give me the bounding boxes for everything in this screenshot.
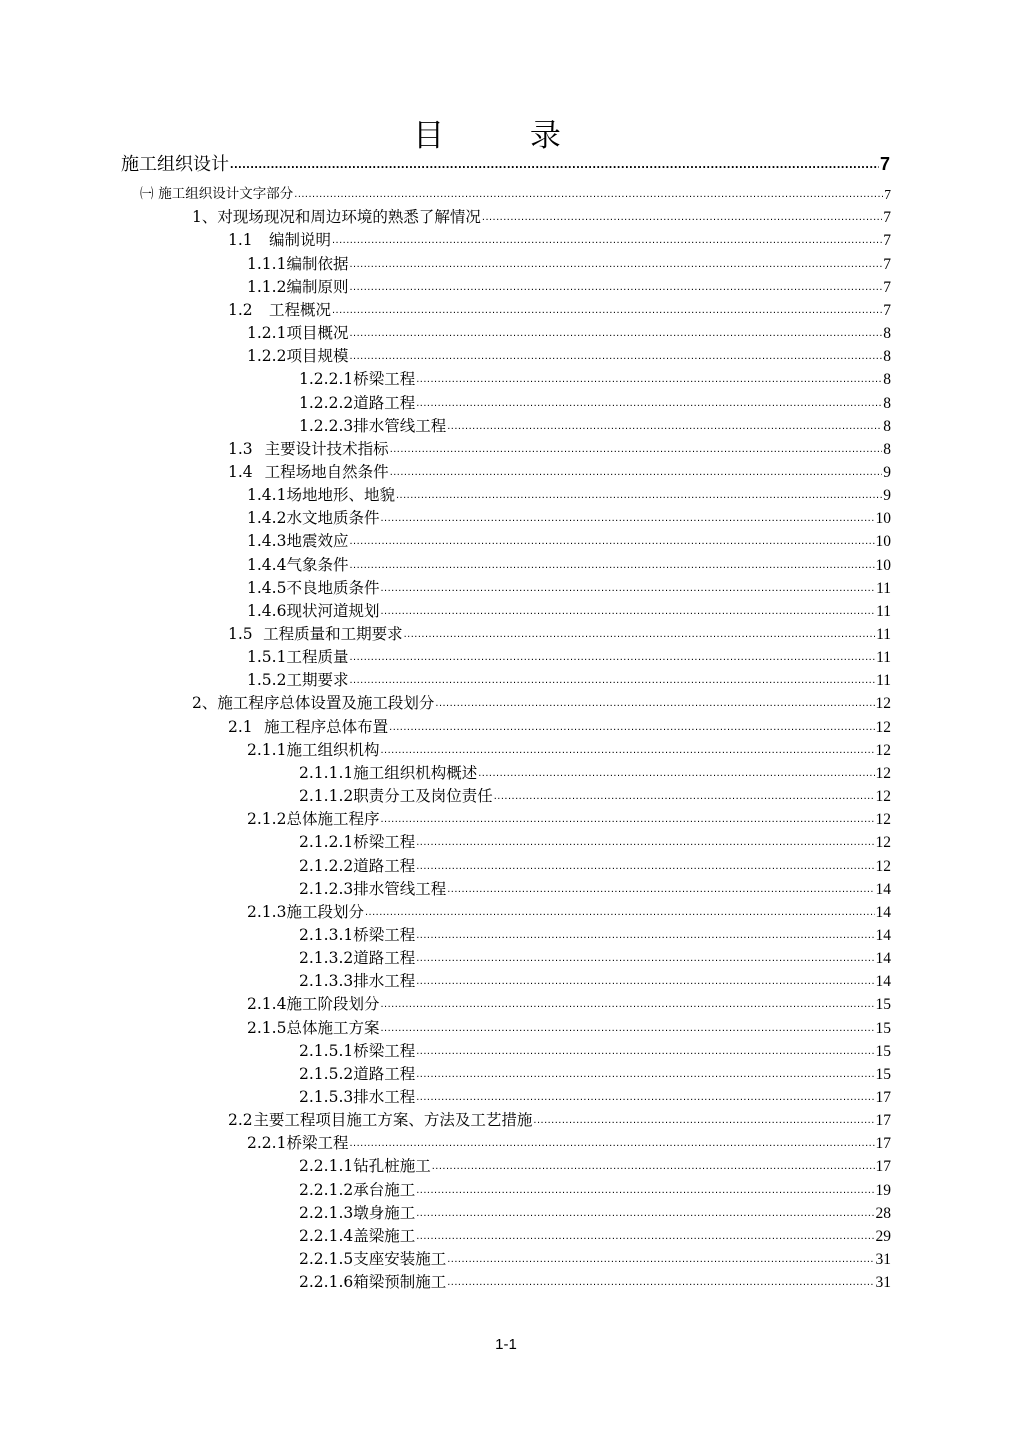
- toc-entry[interactable]: [192, 692, 891, 715]
- toc-entry-number: 1.2.2.3: [299, 416, 354, 435]
- toc-entry-page-number: 10: [875, 556, 891, 574]
- dot-leader: [380, 808, 874, 831]
- toc-entry-title: 气象条件: [286, 555, 349, 574]
- toc-entry-title: 桥梁工程: [286, 1134, 349, 1153]
- toc-entry-number: 2.1.3.1: [299, 925, 354, 944]
- toc-entry-number: 2.2.1.2: [299, 1180, 354, 1199]
- toc-entry-page-number: 14: [875, 926, 891, 944]
- toc-entry[interactable]: [247, 530, 891, 553]
- dot-leader: [390, 461, 883, 484]
- toc-entry-title: 施工段划分: [286, 902, 364, 921]
- dot-leader: [349, 669, 875, 692]
- toc-entry-page-number: 11: [876, 602, 891, 620]
- toc-entry-number: ㈠: [140, 186, 154, 203]
- toc-entry-page-number: 7: [883, 255, 891, 273]
- dot-leader: [230, 153, 879, 176]
- toc-entry-title: 桥梁工程: [353, 370, 416, 389]
- toc-entry-number: 1.2.2.2: [299, 393, 354, 412]
- toc-entry-page-number: 15: [875, 1065, 891, 1083]
- toc-entry-title: 盖梁施工: [353, 1226, 416, 1245]
- toc-entry-page-number: 8: [883, 371, 891, 389]
- dot-leader: [416, 970, 874, 993]
- dot-leader: [416, 392, 882, 415]
- toc-entry-title: 施工程序总体布置: [264, 717, 389, 736]
- toc-entry-title: 道路工程: [353, 856, 416, 875]
- toc-entry-title: 场地地形、地貌: [286, 486, 395, 505]
- toc-entry-number: 1.4.1: [247, 486, 287, 505]
- toc-entry[interactable]: [247, 253, 891, 276]
- toc-entry-page-number: 11: [876, 626, 891, 643]
- toc-entry-title: 职责分工及岗位责任: [353, 787, 493, 806]
- toc-entry-number: 1.2.2: [247, 347, 287, 366]
- toc-entry-page-number: 17: [875, 1158, 891, 1176]
- dot-leader: [533, 1109, 874, 1132]
- toc-entry[interactable]: [299, 878, 891, 901]
- toc-entry-page-number: 11: [876, 579, 891, 597]
- toc-entry-title: 钻孔桩施工: [353, 1157, 431, 1176]
- toc-entry-number: 1.5: [228, 625, 253, 643]
- toc-entry-title: 施工程序总体设置及施工段划分: [217, 694, 435, 713]
- toc-entry-number: 1.4.6: [247, 601, 287, 620]
- toc-entry-number: 2.2.1.1: [299, 1157, 354, 1176]
- dot-leader: [380, 739, 874, 762]
- toc-entry-title: 排水管线工程: [353, 879, 447, 898]
- toc-entry-number: 2.2.1: [247, 1134, 287, 1153]
- toc-entry[interactable]: [247, 507, 891, 530]
- toc-entry-number: 1.1.2: [247, 277, 287, 296]
- toc-entry-title: 道路工程: [353, 393, 416, 412]
- toc-entry[interactable]: [247, 808, 891, 831]
- toc-entry[interactable]: [299, 947, 891, 970]
- toc-entry-title: 墩身施工: [353, 1203, 416, 1222]
- toc-entry[interactable]: [247, 345, 891, 368]
- toc-entry[interactable]: [228, 623, 891, 646]
- toc-entry-title: 工程场地自然条件: [264, 462, 389, 481]
- toc-entry[interactable]: [299, 970, 891, 993]
- toc-entry-page-number: 19: [875, 1181, 891, 1199]
- toc-entry-number: 1.4.5: [247, 578, 287, 597]
- toc-entry-page-number: 12: [875, 718, 891, 736]
- toc-entry-title: 排水工程: [353, 972, 416, 991]
- toc-entry[interactable]: [228, 438, 891, 461]
- dot-leader: [349, 322, 882, 345]
- dot-leader: [349, 554, 874, 577]
- dot-leader: [380, 507, 874, 530]
- dot-leader: [349, 646, 875, 669]
- toc-entry-title: 承台施工: [353, 1180, 416, 1199]
- toc-entry-title: 箱梁预制施工: [353, 1273, 447, 1292]
- toc-entry-number: 1.4.2: [247, 509, 287, 528]
- toc-entry[interactable]: [299, 1225, 891, 1248]
- toc-entry-page-number: 12: [875, 695, 891, 713]
- toc-entry-number: 2.2.1.4: [299, 1226, 354, 1245]
- toc-entry-title: 支座安装施工: [353, 1250, 447, 1269]
- dot-leader: [332, 229, 882, 252]
- toc-entry-page-number: 7: [884, 187, 891, 203]
- toc-entry-number: 1.5.1: [247, 648, 287, 667]
- toc-entry-page-number: 9: [883, 487, 891, 505]
- dot-leader: [389, 716, 874, 739]
- toc-entry-number: 1.3: [228, 439, 253, 458]
- toc-entry-page-number: 29: [875, 1227, 891, 1245]
- toc-entry-page-number: 28: [875, 1204, 891, 1222]
- dot-leader: [447, 415, 882, 438]
- toc-entry-page-number: 7: [883, 209, 891, 227]
- dot-leader: [349, 345, 882, 368]
- dot-leader: [365, 901, 875, 924]
- toc-entry[interactable]: [140, 183, 891, 206]
- toc-entry-title: 不良地质条件: [286, 578, 380, 597]
- dot-leader: [332, 299, 882, 322]
- dot-leader: [416, 947, 874, 970]
- toc-entry[interactable]: [247, 669, 891, 692]
- toc-entry-title: 道路工程: [353, 1064, 416, 1083]
- dot-leader: [432, 1155, 875, 1178]
- dot-leader: [404, 623, 875, 646]
- dot-leader: [294, 183, 883, 206]
- toc-entry[interactable]: [299, 1248, 891, 1271]
- toc-entry[interactable]: [299, 1063, 891, 1086]
- toc-entry-title: 工程概况: [268, 300, 331, 319]
- dot-leader: [349, 1132, 874, 1155]
- toc-entry[interactable]: [299, 924, 891, 947]
- toc-entry-page-number: 7: [879, 154, 890, 174]
- dot-leader: [416, 1063, 874, 1086]
- toc-entry[interactable]: [299, 831, 891, 854]
- toc-entry-title: 项目规模: [286, 347, 349, 366]
- toc-entry-title: 总体施工程序: [286, 810, 380, 829]
- toc-entry[interactable]: [247, 577, 891, 600]
- toc-entry[interactable]: [192, 206, 891, 229]
- toc-entry[interactable]: [299, 392, 891, 415]
- toc-entry-number: 2.1.1: [247, 740, 287, 759]
- toc-entry-page-number: 14: [875, 973, 891, 991]
- toc-entry-title: 排水工程: [353, 1088, 416, 1106]
- toc-entry-number: 2.1.3: [247, 902, 287, 921]
- toc-entry[interactable]: [228, 1109, 891, 1132]
- toc-entry-page-number: 12: [875, 834, 891, 852]
- toc-entry[interactable]: [299, 855, 891, 878]
- toc-entry-page-number: 17: [875, 1089, 891, 1106]
- toc-entry-title: 工程质量和工期要求: [263, 625, 403, 643]
- dot-leader: [380, 993, 874, 1016]
- toc-entry[interactable]: [299, 1179, 891, 1202]
- page-title: 目 录: [413, 118, 599, 154]
- toc-entry-number: 2.2.1.3: [299, 1203, 354, 1222]
- toc-entry-title: 总体施工方案: [286, 1018, 380, 1037]
- toc-entry-page-number: 15: [875, 1019, 891, 1037]
- toc-entry-page-number: 7: [883, 301, 891, 319]
- toc-entry[interactable]: [247, 484, 891, 507]
- toc-entry-page-number: 12: [875, 764, 891, 782]
- toc-entry[interactable]: [247, 554, 891, 577]
- toc-entry-number: 1.1: [228, 231, 253, 250]
- dot-leader: [416, 1202, 874, 1225]
- toc-entry-title: 主要设计技术指标: [264, 439, 389, 458]
- toc-entry-number: 2.1.1.2: [299, 787, 354, 806]
- toc-entry-title: 工期要求: [286, 671, 349, 690]
- toc-entry-number: 1.1.1: [247, 254, 287, 273]
- toc-entry-number: 1.2: [228, 300, 253, 319]
- toc-entry-page-number: 14: [875, 880, 891, 898]
- toc-entry-title: 施工组织机构概述: [353, 763, 478, 782]
- toc-entry-title: 桥梁工程: [353, 1041, 416, 1060]
- toc-entry[interactable]: [247, 1132, 891, 1155]
- toc-entry[interactable]: [121, 153, 890, 176]
- toc-entry-page-number: 9: [883, 463, 891, 481]
- dot-leader: [380, 1017, 874, 1040]
- toc-entry-number: 2.1.1.1: [299, 763, 354, 782]
- toc-entry-page-number: 7: [883, 278, 891, 296]
- dot-leader: [416, 1040, 874, 1063]
- toc-entry-number: 2.2.1.6: [299, 1273, 354, 1292]
- toc-entry[interactable]: [247, 901, 891, 924]
- dot-leader: [416, 1179, 874, 1202]
- dot-leader: [390, 438, 883, 461]
- dot-leader: [435, 692, 874, 715]
- toc-entry[interactable]: [299, 785, 891, 808]
- toc-entry-number: 2.2: [228, 1111, 253, 1130]
- toc-entry-number: 2、: [192, 694, 218, 713]
- toc-entry-number: 2.1.3.3: [299, 972, 354, 991]
- toc-entry-page-number: 10: [875, 533, 891, 551]
- toc-entry-number: 2.1.5.3: [299, 1088, 354, 1106]
- toc-entry[interactable]: [228, 299, 891, 322]
- toc-entry-title: 现状河道规划: [286, 601, 380, 620]
- dot-leader: [416, 831, 874, 854]
- toc-entry-title: 主要工程项目施工方案、方法及工艺措施: [253, 1111, 533, 1130]
- dot-leader: [416, 368, 882, 391]
- toc-entry[interactable]: [228, 229, 891, 252]
- toc-entry-number: 1、: [192, 208, 218, 227]
- toc-entry-page-number: 8: [883, 394, 891, 412]
- toc-entry[interactable]: [247, 1017, 891, 1040]
- toc-entry[interactable]: [299, 368, 891, 391]
- dot-leader: [478, 762, 874, 785]
- dot-leader: [494, 785, 875, 808]
- dot-leader: [349, 253, 882, 276]
- toc-entry-page-number: 12: [875, 811, 891, 829]
- toc-entry-page-number: 15: [875, 996, 891, 1014]
- toc-entry-number: 2.1.4: [247, 995, 287, 1014]
- toc-entry[interactable]: [299, 1040, 891, 1063]
- toc-entry-page-number: 14: [875, 903, 891, 921]
- toc-entry-page-number: 12: [875, 788, 891, 806]
- toc-entry-number: 2.1.5: [247, 1018, 287, 1037]
- toc-entry[interactable]: [299, 1202, 891, 1225]
- toc-entry-title: 施工组织设计: [121, 154, 229, 175]
- toc-entry[interactable]: [228, 716, 891, 739]
- toc-entry-page-number: 17: [875, 1135, 891, 1153]
- toc-entry-title: 工程质量: [286, 648, 349, 667]
- toc-entry-page-number: 12: [875, 741, 891, 759]
- toc-entry-title: 编制说明: [268, 231, 331, 250]
- toc-entry[interactable]: [299, 415, 891, 438]
- dot-leader: [447, 1271, 874, 1294]
- toc-entry-number: 1.4.3: [247, 532, 287, 551]
- toc-entry-title: 道路工程: [353, 949, 416, 968]
- toc-entry-title: 施工阶段划分: [286, 995, 380, 1014]
- toc-entry-title: 编制依据: [286, 254, 349, 273]
- toc-entry-page-number: 8: [883, 440, 891, 458]
- toc-entry-number: 1.4.4: [247, 555, 287, 574]
- toc-entry-number: 2.1.2.2: [299, 856, 354, 875]
- toc-entry-title: 对现场现况和周边环境的熟悉了解情况: [217, 208, 481, 227]
- toc-entry-number: 1.2.1: [247, 324, 287, 343]
- toc-entry-page-number: 11: [876, 649, 891, 667]
- toc-entry[interactable]: [247, 739, 891, 762]
- toc-entry-title: 地震效应: [286, 532, 349, 551]
- toc-entry-page-number: 31: [875, 1274, 891, 1292]
- page-number-footer: 1-1: [495, 1336, 517, 1353]
- toc-entry[interactable]: [247, 276, 891, 299]
- toc-entry-number: 2.1.2: [247, 810, 287, 829]
- toc-entry[interactable]: [247, 993, 891, 1016]
- toc-entry-page-number: 7: [883, 232, 891, 250]
- toc-entry[interactable]: [247, 600, 891, 623]
- dot-leader: [396, 484, 882, 507]
- toc-entry-title: 项目概况: [286, 324, 349, 343]
- toc-entry[interactable]: [228, 461, 891, 484]
- toc-entry-number: 1.4: [228, 462, 253, 481]
- toc-entry-number: 2.1.2.3: [299, 879, 354, 898]
- toc-entry-number: 2.1.5.2: [299, 1064, 354, 1083]
- toc-entry-number: 2.1: [228, 717, 253, 736]
- dot-leader: [416, 1225, 874, 1248]
- toc-entry-number: 2.2.1.5: [299, 1250, 354, 1269]
- toc-entry-number: 2.1.5.1: [299, 1041, 354, 1060]
- toc-entry-page-number: 17: [875, 1112, 891, 1130]
- toc-entry[interactable]: [299, 1155, 891, 1178]
- dot-leader: [416, 924, 874, 947]
- toc-entry[interactable]: [299, 1086, 891, 1109]
- dot-leader: [349, 530, 874, 553]
- toc-entry-title: 施工组织设计文字部分: [158, 186, 294, 203]
- dot-leader: [380, 600, 875, 623]
- toc-entry-title: 编制原则: [286, 277, 349, 296]
- toc-entry-number: 2.1.2.1: [299, 833, 354, 852]
- dot-leader: [482, 206, 882, 229]
- dot-leader: [416, 1086, 874, 1109]
- dot-leader: [447, 878, 874, 901]
- toc-entry[interactable]: [247, 646, 891, 669]
- toc-entry-page-number: 12: [875, 857, 891, 875]
- toc-entry-number: 1.2.2.1: [299, 370, 354, 389]
- toc-entry-title: 桥梁工程: [353, 833, 416, 852]
- toc-entry[interactable]: [299, 762, 891, 785]
- toc-entry-number: 1.5.2: [247, 671, 287, 690]
- toc-entry-title: 排水管线工程: [353, 416, 447, 435]
- toc-entry-page-number: 8: [883, 417, 891, 435]
- dot-leader: [380, 577, 875, 600]
- dot-leader: [447, 1248, 874, 1271]
- toc-entry-page-number: 8: [883, 325, 891, 343]
- toc-entry[interactable]: [247, 322, 891, 345]
- dot-leader: [349, 276, 882, 299]
- toc-entry-title: 施工组织机构: [286, 740, 380, 759]
- toc-entry-page-number: 10: [875, 510, 891, 528]
- toc-entry-number: 2.1.3.2: [299, 949, 354, 968]
- dot-leader: [416, 855, 874, 878]
- toc-entry-page-number: 31: [875, 1251, 891, 1269]
- toc-entry-title: 桥梁工程: [353, 925, 416, 944]
- toc-entry-page-number: 14: [875, 950, 891, 968]
- toc-entry-title: 水文地质条件: [286, 509, 380, 528]
- toc-entry[interactable]: [299, 1271, 891, 1294]
- toc-entry-page-number: 15: [875, 1042, 891, 1060]
- toc-entry-page-number: 8: [883, 348, 891, 366]
- toc-entry-page-number: 11: [876, 672, 891, 690]
